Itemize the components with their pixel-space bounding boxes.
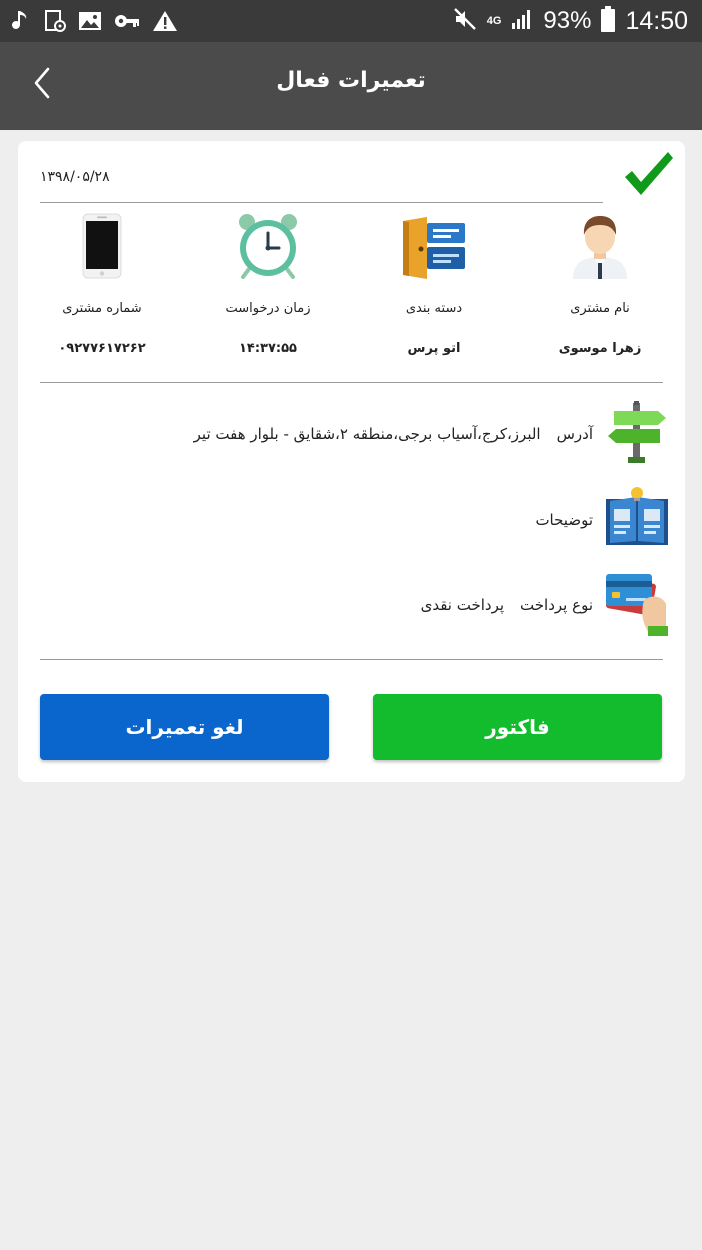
customer-phone-column: [32, 211, 172, 356]
category-door-icon: [401, 217, 467, 283]
credit-card-hand-icon: [604, 570, 670, 640]
mute-icon: [453, 7, 477, 36]
order-date: ۱۳۹۸/۰۵/۲۸: [40, 169, 110, 185]
music-note-icon: [12, 9, 32, 33]
customer-phone-value: ۰۹۲۷۷۶۱۷۲۶۲: [58, 341, 146, 356]
customer-phone-label: شماره مشتری: [62, 301, 142, 316]
network-type: 4G: [486, 14, 502, 27]
payment-label: نوع پرداخت: [520, 596, 593, 614]
warning-icon: [152, 10, 178, 32]
invoice-button[interactable]: فاکتور: [373, 694, 662, 760]
status-bar: [0, 0, 702, 42]
signal-icon: [511, 8, 533, 35]
payment-row: [421, 569, 673, 641]
description-label: توضیحات: [535, 511, 593, 529]
cancel-repair-button[interactable]: لغو تعمیرات: [40, 694, 329, 760]
battery-percent: 93%: [543, 7, 592, 34]
address-row: [194, 398, 673, 470]
customer-avatar-icon: [569, 213, 631, 283]
repair-order-card: [18, 141, 685, 782]
open-book-icon: [604, 485, 670, 555]
alarm-clock-icon: [235, 213, 301, 283]
battery-icon: [601, 6, 615, 37]
divider-middle: [40, 382, 663, 383]
page-title: تعمیرات فعال: [276, 68, 426, 93]
category-value: اتو پرس: [407, 341, 461, 356]
customer-name-column: [530, 211, 670, 356]
category-column: [364, 211, 504, 356]
divider-top: [40, 202, 603, 203]
vpn-key-icon: [114, 12, 140, 30]
system-status: [453, 4, 688, 38]
customer-name-value: زهرا موسوی: [558, 341, 642, 356]
lock-file-icon: [44, 9, 66, 33]
category-label: دسته بندی: [405, 301, 463, 316]
customer-name-label: نام مشتری: [570, 301, 630, 316]
app-bar: [0, 42, 702, 130]
request-time-column: [198, 211, 338, 356]
request-time-value: ۱۴:۳۷:۵۵: [238, 341, 297, 356]
notification-icons: [12, 6, 178, 36]
divider-bottom: [40, 659, 663, 660]
address-label: آدرس: [556, 425, 593, 443]
payment-value: پرداخت نقدی: [420, 596, 505, 614]
clock: 14:50: [625, 6, 688, 35]
description-row: [519, 484, 673, 556]
image-icon: [78, 10, 102, 32]
signpost-icon: [604, 399, 670, 469]
request-time-label: زمان درخواست: [225, 301, 311, 316]
address-value: البرز،کرج،آسیاب برجی،منطقه ۲،شقایق - بلوار هفت تیر: [193, 425, 541, 443]
checkmark-icon: [622, 149, 674, 203]
mobile-phone-icon: [82, 213, 122, 283]
